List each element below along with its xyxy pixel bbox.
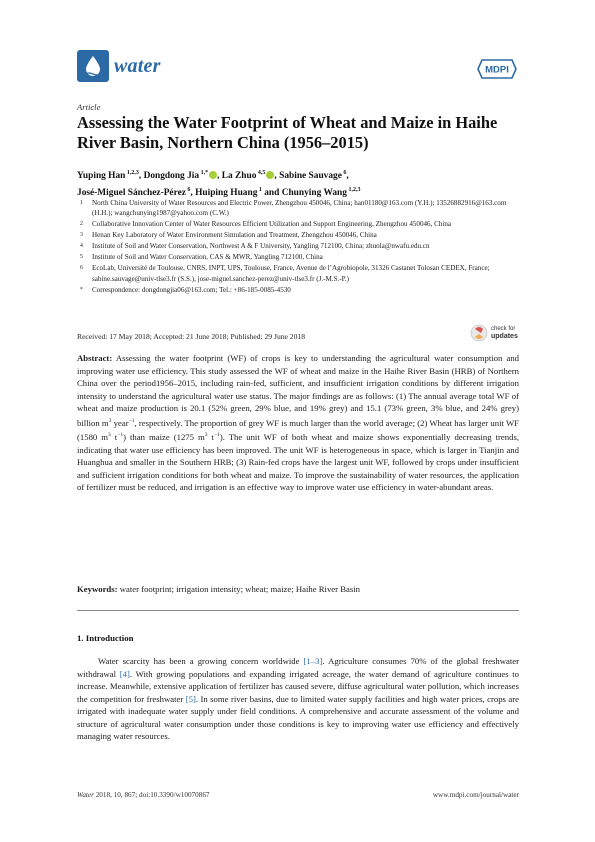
check-updates-line2: updates — [491, 332, 518, 340]
author-name[interactable]: Dongdong Jia — [143, 171, 200, 182]
abstract-sup-1: 3 — [108, 417, 112, 424]
section-divider — [77, 610, 519, 611]
affiliation-item — [77, 285, 517, 295]
affiliation-number: 1 — [80, 200, 83, 206]
affiliation-text: Correspondence: dongdongjia06@163.com; Tel.: +86-185-0085-4530 — [92, 285, 291, 294]
affiliation-number: * — [80, 286, 83, 293]
orcid-icon[interactable] — [209, 171, 217, 179]
affiliation-number: 6 — [80, 265, 83, 272]
affiliation-number: 3 — [80, 232, 83, 239]
water-drop-icon — [77, 50, 109, 82]
footer-citation — [77, 791, 210, 799]
abstract-label: Abstract: — [77, 353, 113, 363]
affiliation-item — [77, 241, 517, 251]
keywords — [77, 584, 519, 594]
intro-text-2: . Agriculture consumes 70% of the global freshwater withdrawal — [77, 656, 519, 679]
publication-dates: Received: 17 May 2018; Accepted: 21 June 2018; Published: 29 June 2018 — [77, 332, 305, 341]
author-affiliation-marker: 4,5 — [256, 170, 266, 176]
author-name[interactable]: Huiping Huang — [195, 188, 258, 199]
author-name[interactable]: Sabine Sauvage — [279, 171, 342, 182]
affiliation-text: Collaborative Innovation Center of Water Resources Efficient Utilization and Support Engineering, Zhengzhou 450046, China — [92, 220, 452, 229]
publisher-name: MDPI — [485, 64, 509, 76]
intro-text-3: . With growing populations and expanding irrigated acreage, the water demand of agriculture continues to increase. Meanwhile, extensive application of fertilizer has caused severe, diffuse agricultural water pollution, which increases the competition for freshwater — [77, 668, 519, 704]
check-updates-icon — [470, 324, 488, 342]
affiliation-text: Institute of Soil and Water Conservation, CAS & MWR, Yangling 712100, China — [92, 253, 323, 262]
author-affiliation-marker: 1,2,3 — [346, 187, 361, 194]
affiliation-text: Institute of Soil and Water Conservation, Northwest A & F University, Yangling 712100, China; zhuola@nwafu.edu.cn — [92, 242, 430, 251]
abstract-sup-3b: −1 — [213, 432, 220, 439]
check-updates-line1: check for — [491, 325, 516, 332]
author-name[interactable]: Chunying Wang — [281, 188, 347, 199]
abstract-unit-2: t — [110, 432, 118, 443]
citation-link[interactable]: [5] — [185, 693, 196, 704]
abstract — [77, 352, 519, 494]
author-affiliation-marker: 6 — [341, 170, 347, 176]
author-separator: , — [138, 171, 144, 182]
affiliation-item — [77, 252, 517, 262]
intro-text-4: . In some river basins, due to limited water supply facilities and high water prices, crops are irrigated with inadequate water supply under field conditions. A comprehensive and accurate assessment of the volume and structure of agricultural water consumption under those conditions is key to improving water use efficiency and effectively managing water resources. — [77, 693, 519, 742]
affiliation-item — [77, 198, 517, 219]
keywords-text: water footprint; irrigation intensity; wheat; maize; Haihe River Basin — [117, 584, 361, 594]
abstract-sup-3: 3 — [204, 432, 208, 439]
journal-name: water — [114, 54, 161, 77]
affiliation-item — [77, 263, 517, 284]
abstract-text-3: ) than maize (1275 m — [123, 432, 205, 443]
article-type: Article — [77, 102, 101, 112]
author-affiliation-marker: 1 — [257, 187, 262, 194]
journal-logo[interactable] — [77, 50, 161, 82]
author-separator: , — [217, 171, 222, 182]
footer-citation-text: 2018, 10, 867; doi:10.3390/w10070867 — [93, 791, 210, 799]
check-for-updates-badge[interactable] — [470, 322, 522, 344]
article-title: Assessing the Water Footprint of Wheat and Maize in Haihe River Basin, Northern China (1956–2015) — [77, 113, 498, 152]
abstract-sup-2b: −1 — [117, 432, 124, 439]
affiliation-list — [77, 198, 517, 296]
author-list — [77, 166, 517, 201]
publisher-logo[interactable] — [476, 58, 518, 80]
affiliation-number: 4 — [80, 243, 83, 250]
author-affiliation-marker: 1,2,3 — [125, 170, 139, 176]
affiliation-number: 2 — [80, 221, 83, 228]
affiliation-text: Henan Key Laboratory of Water Environment Simulation and Treatment, Zhengzhou 450046, China — [92, 231, 377, 240]
abstract-unit-3: t — [207, 432, 214, 443]
section-heading-introduction: 1. Introduction — [77, 633, 134, 643]
page-header — [0, 0, 595, 95]
keywords-label: Keywords: — [77, 584, 118, 594]
author-separator: and — [261, 188, 282, 199]
author-affiliation-marker: 1,* — [199, 170, 209, 176]
author-separator: , — [274, 171, 280, 182]
footer-journal: Water — [77, 791, 94, 799]
author-name[interactable]: La Zhuo — [221, 171, 257, 182]
author-separator: , — [190, 188, 196, 199]
citation-link[interactable]: [4] — [119, 668, 130, 679]
affiliation-number: 5 — [80, 254, 83, 261]
affiliation-text: EcoLab, Université de Toulouse, CNRS, INPT, UPS, Toulouse, France, Avenue de l’Agrobiopole, 31326 Castanet Tolosan CEDEX, France; sabine.sauvage@univ-tlse3.fr (S.S.), jose-miguel.sanchez-perez@univ-tlse3.fr (J.-M.S.-P.) — [92, 264, 490, 283]
author-name[interactable]: José-Miguel Sánchez-Pérez — [77, 188, 186, 199]
abstract-sup-2: 3 — [108, 432, 111, 439]
abstract-text-2: , respectively. The proportion of grey WF is much larger than the world average; (2) Wheat has larger unit WF (1580 m — [77, 417, 520, 443]
affiliation-item — [77, 230, 517, 240]
abstract-text-4: ). The unit WF of both wheat and maize shows exponentially decreasing trends, indicating that water use efficiency has been improved. The unit WF is heterogeneous in space, which is larger in Tianjin and Huanghua and smaller in the Southern HRB; (3) Rain-fed crops have the largest unit WF, followed by crops under insufficient and sufficient irrigation conditions for both wheat and maize. To improve the sustainability of water resources, the application of fertilizer must be reduced, and irrigation is an effective way to improve water use efficiency in water-abundant areas. — [77, 432, 520, 493]
affiliation-item — [77, 219, 517, 229]
author-separator: , — [346, 171, 349, 182]
introduction-paragraph — [77, 655, 519, 743]
abstract-unit-1: year — [111, 417, 129, 428]
page-footer — [77, 791, 519, 799]
abstract-sup-1b: −1 — [128, 417, 135, 424]
affiliation-text: North China University of Water Resources and Electric Power, Zhengzhou 450046, China; han01180@163.com (Y.H.); 13526882916@163.com (H.H.); wangchunying1987@yahoo.com (C.W.) — [92, 199, 507, 218]
citation-link[interactable]: [1–3] — [303, 656, 323, 666]
abstract-text-1: Assessing the water footprint (WF) of crops is key to understanding the agricultural water consumption and improving water use efficiency. This study assessed the WF of wheat and maize in the Haihe River Basin (HRB) of Northern China over the period1956–2015, including rain-fed, sufficient, and insufficient irrigation conditions by different irrigation intensity to understand the agricultural water use status. The major findings are as follows: (1) The annual average total WF of wheat and maize production is 20.1 (52% green, 29% blue, and 19% grey) and 15.1 (73% green, 3% blue, and 24% grey) billion m — [77, 353, 519, 428]
intro-text-1: Water scarcity has been a growing concern worldwide — [98, 656, 304, 666]
author-name[interactable]: Yuping Han — [77, 171, 126, 182]
author-affiliation-marker: 6 — [185, 187, 191, 194]
footer-url[interactable]: www.mdpi.com/journal/water — [432, 791, 519, 799]
